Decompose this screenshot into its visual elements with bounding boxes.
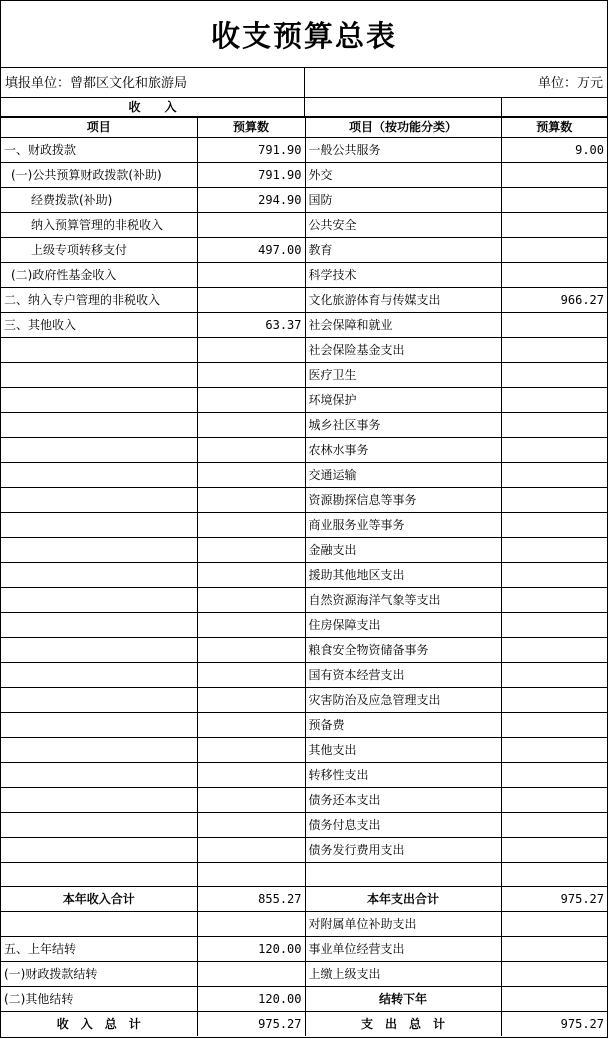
expense-budget (501, 588, 607, 613)
income-item (1, 738, 197, 763)
income-item (1, 713, 197, 738)
expense-budget (501, 438, 607, 463)
table-row (1, 962, 607, 987)
income-budget: 120.00 (197, 937, 305, 962)
expense-budget: 966.27 (501, 288, 607, 313)
income-budget (197, 388, 305, 413)
income-item: (二)其他结转 (1, 987, 197, 1012)
income-budget (197, 688, 305, 713)
grand-income-label: 收 入 总 计 (1, 1012, 197, 1037)
table-row (1, 263, 607, 288)
expense-budget (501, 788, 607, 813)
income-item (1, 488, 197, 513)
income-budget (197, 413, 305, 438)
income-budget: 120.00 (197, 987, 305, 1012)
expense-budget (501, 713, 607, 738)
table-row (1, 588, 607, 613)
expense-budget (501, 937, 607, 962)
table-row (1, 788, 607, 813)
income-budget (197, 962, 305, 987)
income-budget (197, 763, 305, 788)
income-budget (197, 463, 305, 488)
income-item (1, 513, 197, 538)
grand-total-row (1, 1012, 607, 1037)
table-row (1, 713, 607, 738)
expense-budget (501, 638, 607, 663)
income-budget (197, 912, 305, 937)
expense-item: 自然资源海洋气象等支出 (305, 588, 501, 613)
expense-item: 上缴上级支出 (305, 962, 501, 987)
totals-row (1, 887, 607, 912)
expense-budget (501, 962, 607, 987)
expense-item: 粮食安全物资储备事务 (305, 638, 501, 663)
unit-label: 单位：万元 (305, 68, 607, 98)
expense-budget (501, 763, 607, 788)
budget-table (1, 117, 607, 1036)
expense-item: 灾害防治及应急管理支出 (305, 688, 501, 713)
income-item: 经费拨款(补助) (1, 188, 197, 213)
expense-item (305, 863, 501, 887)
income-budget (197, 813, 305, 838)
expense-budget (501, 413, 607, 438)
income-item (1, 838, 197, 863)
expense-budget (501, 338, 607, 363)
expense-item: 事业单位经营支出 (305, 937, 501, 962)
income-item (1, 788, 197, 813)
table-row (1, 987, 607, 1012)
income-budget (197, 613, 305, 638)
income-item (1, 563, 197, 588)
income-budget (197, 288, 305, 313)
income-item (1, 538, 197, 563)
income-item (1, 813, 197, 838)
table-row (1, 163, 607, 188)
expense-budget (501, 388, 607, 413)
expense-budget (501, 313, 607, 338)
expense-budget (501, 663, 607, 688)
expense-item: 环境保护 (305, 388, 501, 413)
income-item (1, 413, 197, 438)
table-row (1, 663, 607, 688)
col-income-budget: 预算数 (197, 118, 305, 138)
expense-item: 债务还本支出 (305, 788, 501, 813)
column-header-row (1, 118, 607, 138)
income-item (1, 363, 197, 388)
income-budget: 497.00 (197, 238, 305, 263)
expense-budget (501, 188, 607, 213)
expense-budget (501, 987, 607, 1012)
expense-item: 教育 (305, 238, 501, 263)
expense-item: 外交 (305, 163, 501, 188)
expense-budget (501, 538, 607, 563)
expense-budget (501, 813, 607, 838)
expense-item: 对附属单位补助支出 (305, 912, 501, 937)
income-budget (197, 788, 305, 813)
table-row (1, 937, 607, 962)
table-row (1, 213, 607, 238)
income-item (1, 638, 197, 663)
expense-item: 转移性支出 (305, 763, 501, 788)
expense-item: 国有资本经营支出 (305, 663, 501, 688)
table-row (1, 638, 607, 663)
expense-item: 文化旅游体育与传媒支出 (305, 288, 501, 313)
income-budget (197, 838, 305, 863)
table-row (1, 338, 607, 363)
income-budget (197, 438, 305, 463)
income-budget: 791.90 (197, 163, 305, 188)
income-budget: 63.37 (197, 313, 305, 338)
expense-item: 社会保险基金支出 (305, 338, 501, 363)
expense-item: 社会保障和就业 (305, 313, 501, 338)
grand-expense-value: 975.27 (501, 1012, 607, 1037)
table-row (1, 763, 607, 788)
expense-budget (501, 513, 607, 538)
expense-item: 城乡社区事务 (305, 413, 501, 438)
table-row (1, 488, 607, 513)
table-row (1, 613, 607, 638)
table-row (1, 738, 607, 763)
table-row (1, 363, 607, 388)
income-item (1, 388, 197, 413)
table-row (1, 288, 607, 313)
income-item (1, 912, 197, 937)
table-row (1, 138, 607, 163)
income-total-label: 本年收入合计 (1, 887, 197, 912)
expense-section-header (305, 98, 607, 117)
income-item: 五、上年结转 (1, 937, 197, 962)
income-budget (197, 713, 305, 738)
expense-budget (501, 563, 607, 588)
reporting-unit (1, 68, 305, 98)
expense-item: 医疗卫生 (305, 363, 501, 388)
grand-income-value: 975.27 (197, 1012, 305, 1037)
expense-budget (501, 688, 607, 713)
income-item (1, 688, 197, 713)
table-row (1, 463, 607, 488)
expense-item: 住房保障支出 (305, 613, 501, 638)
expense-budget (501, 213, 607, 238)
expense-item: 金融支出 (305, 538, 501, 563)
expense-item: 农林水事务 (305, 438, 501, 463)
income-item (1, 663, 197, 688)
expense-item: 科学技术 (305, 263, 501, 288)
table-row (1, 313, 607, 338)
grand-expense-label: 支 出 总 计 (305, 1012, 501, 1037)
income-item (1, 863, 197, 887)
expense-item: 交通运输 (305, 463, 501, 488)
income-budget (197, 338, 305, 363)
table-row (1, 388, 607, 413)
table-row (1, 563, 607, 588)
table-row (1, 538, 607, 563)
expense-budget (501, 463, 607, 488)
expense-total-label: 本年支出合计 (305, 887, 501, 912)
expense-item: 其他支出 (305, 738, 501, 763)
expense-budget (501, 363, 607, 388)
expense-item: 国防 (305, 188, 501, 213)
expense-budget (501, 863, 607, 887)
expense-item: 债务付息支出 (305, 813, 501, 838)
income-item (1, 763, 197, 788)
expense-budget (501, 838, 607, 863)
income-budget (197, 863, 305, 887)
income-item: (一)财政拨款结转 (1, 962, 197, 987)
table-row (1, 838, 607, 863)
income-item: 三、其他收入 (1, 313, 197, 338)
income-item (1, 438, 197, 463)
income-budget: 791.90 (197, 138, 305, 163)
income-budget (197, 588, 305, 613)
expense-budget: 9.00 (501, 138, 607, 163)
expense-budget (501, 912, 607, 937)
income-budget (197, 513, 305, 538)
income-budget (197, 663, 305, 688)
income-budget (197, 538, 305, 563)
col-expense-budget: 预算数 (501, 118, 607, 138)
expense-item: 一般公共服务 (305, 138, 501, 163)
expense-item: 公共安全 (305, 213, 501, 238)
income-budget (197, 738, 305, 763)
reporting-unit-label: 填报单位： (5, 76, 71, 91)
expense-budget (501, 263, 607, 288)
table-row (1, 513, 607, 538)
expense-budget (501, 738, 607, 763)
page-title: 收支预算总表 (1, 1, 607, 68)
expense-budget (501, 163, 607, 188)
income-item: (二)政府性基金收入 (1, 263, 197, 288)
expense-item: 结转下年 (305, 987, 501, 1012)
income-item (1, 588, 197, 613)
table-row (1, 438, 607, 463)
income-item (1, 338, 197, 363)
income-budget (197, 363, 305, 388)
expense-item: 商业服务业等事务 (305, 513, 501, 538)
expense-item: 债务发行费用支出 (305, 838, 501, 863)
table-row (1, 863, 607, 887)
table-row (1, 188, 607, 213)
expense-total-value: 975.27 (501, 887, 607, 912)
col-income-item: 项目 (1, 118, 197, 138)
income-section-header: 收 入 (1, 98, 305, 117)
table-row (1, 912, 607, 937)
expense-budget (501, 238, 607, 263)
expense-item: 预备费 (305, 713, 501, 738)
table-row (1, 413, 607, 438)
table-row (1, 688, 607, 713)
income-item: 纳入预算管理的非税收入 (1, 213, 197, 238)
income-item (1, 613, 197, 638)
income-budget (197, 263, 305, 288)
income-item (1, 463, 197, 488)
col-expense-item: 项目（按功能分类） (305, 118, 501, 138)
table-row (1, 238, 607, 263)
income-total-value: 855.27 (197, 887, 305, 912)
income-budget (197, 213, 305, 238)
income-item: 二、纳入专户管理的非税收入 (1, 288, 197, 313)
expense-budget (501, 613, 607, 638)
income-item: (一)公共预算财政拨款(补助) (1, 163, 197, 188)
income-budget (197, 563, 305, 588)
income-item: 一、财政拨款 (1, 138, 197, 163)
table-row (1, 813, 607, 838)
income-budget (197, 638, 305, 663)
income-budget (197, 488, 305, 513)
expense-item: 资源勘探信息等事务 (305, 488, 501, 513)
expense-item: 援助其他地区支出 (305, 563, 501, 588)
income-budget: 294.90 (197, 188, 305, 213)
income-item: 上级专项转移支付 (1, 238, 197, 263)
reporting-unit-value: 曾都区文化和旅游局 (70, 76, 188, 91)
expense-budget (501, 488, 607, 513)
